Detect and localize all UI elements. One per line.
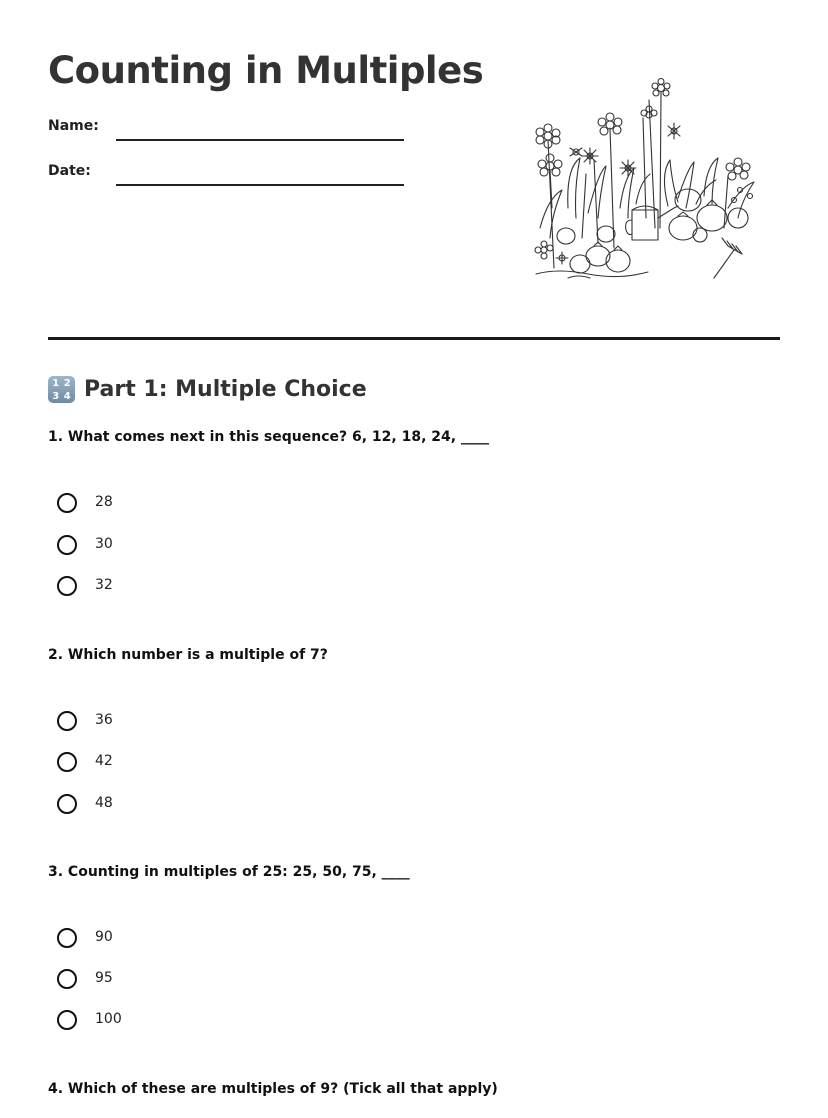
section-divider: [48, 337, 780, 340]
q2-option-42[interactable]: [57, 750, 113, 774]
q2-option-48[interactable]: [57, 792, 113, 816]
q1-option-32[interactable]: [57, 574, 113, 598]
option-label: 95: [95, 970, 113, 986]
radio-button[interactable]: [57, 928, 77, 948]
name-label: Name:: [48, 118, 99, 134]
radio-button[interactable]: [57, 969, 77, 989]
date-input-line[interactable]: [116, 184, 404, 186]
radio-button[interactable]: [57, 1010, 77, 1030]
option-label: 90: [95, 929, 113, 945]
option-label: 36: [95, 712, 113, 728]
radio-button[interactable]: [57, 493, 77, 513]
section-title: Part 1: Multiple Choice: [84, 376, 367, 402]
radio-button[interactable]: [57, 711, 77, 731]
option-label: 42: [95, 753, 113, 769]
option-label: 32: [95, 577, 113, 593]
question-2-text: 2. Which number is a multiple of 7?: [48, 647, 328, 663]
name-input-line[interactable]: [116, 139, 404, 141]
radio-button[interactable]: [57, 794, 77, 814]
keycap-digit: 4: [63, 390, 71, 402]
q3-option-90[interactable]: [57, 926, 113, 950]
option-label: 30: [95, 536, 113, 552]
question-4-text: 4. Which of these are multiples of 9? (Tick all that apply): [48, 1081, 498, 1097]
garden-illustration: [528, 78, 762, 288]
q3-option-100[interactable]: [57, 1008, 122, 1032]
page-title: Counting in Multiples: [48, 49, 484, 92]
keycap-digit: 2: [63, 377, 71, 389]
radio-button[interactable]: [57, 535, 77, 555]
option-label: 28: [95, 494, 113, 510]
date-label: Date:: [48, 163, 91, 179]
radio-button[interactable]: [57, 576, 77, 596]
input-numbers-icon: [48, 376, 75, 403]
keycap-digit: 1: [52, 377, 60, 389]
option-label: 48: [95, 795, 113, 811]
question-1-text: 1. What comes next in this sequence? 6, 12, 18, 24, ____: [48, 429, 489, 445]
section-heading: [48, 374, 367, 404]
question-3-text: 3. Counting in multiples of 25: 25, 50, 75, ____: [48, 864, 410, 880]
q2-option-36[interactable]: [57, 709, 113, 733]
option-label: 100: [95, 1011, 122, 1027]
radio-button[interactable]: [57, 752, 77, 772]
q1-option-28[interactable]: [57, 491, 113, 515]
keycap-digit: 3: [52, 390, 60, 402]
q1-option-30[interactable]: [57, 533, 113, 557]
q3-option-95[interactable]: [57, 967, 113, 991]
